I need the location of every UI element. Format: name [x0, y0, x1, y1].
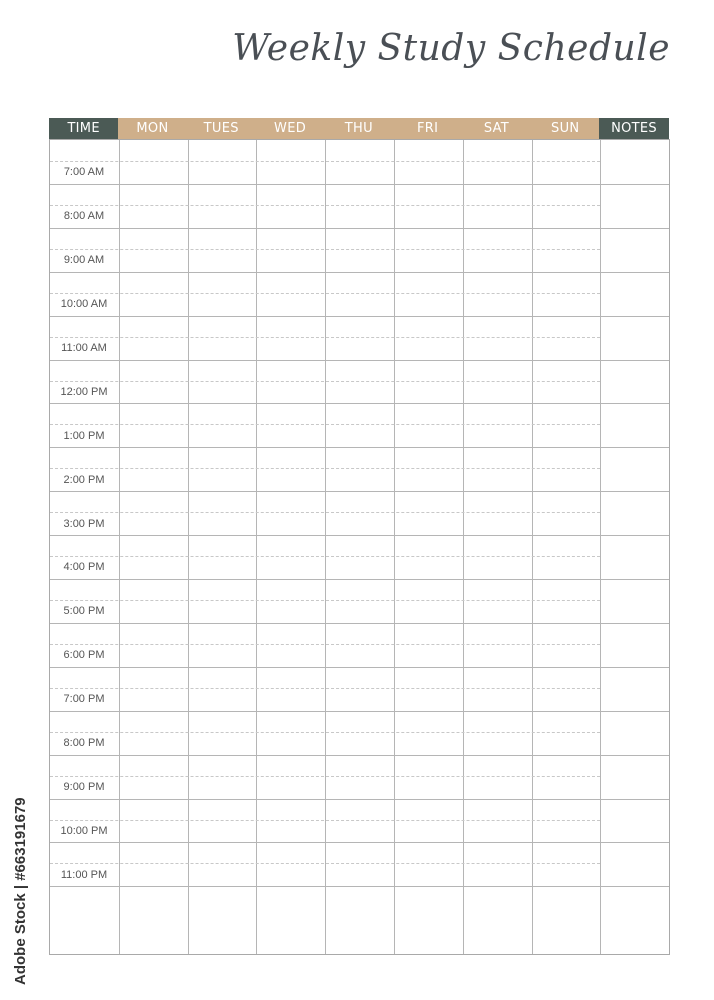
column-header-sun: SUN [531, 118, 600, 139]
half-hour-divider [50, 600, 600, 601]
hour-divider [50, 360, 669, 361]
hour-divider [50, 316, 669, 317]
half-hour-divider [50, 820, 600, 821]
column-header-fri: FRI [393, 118, 462, 139]
hour-divider [50, 228, 669, 229]
time-label: 9:00 PM [63, 780, 105, 793]
column-header-mon: MON [118, 118, 187, 139]
time-label: 10:00 AM [60, 298, 108, 311]
column-divider [532, 140, 533, 954]
half-hour-divider [50, 688, 600, 689]
hour-divider [50, 403, 669, 404]
hour-divider [50, 272, 669, 273]
schedule-grid [49, 139, 670, 955]
hour-divider [50, 535, 669, 536]
time-label: 7:00 PM [63, 693, 105, 706]
hour-divider [50, 447, 669, 448]
half-hour-divider [50, 205, 600, 206]
column-header-sat: SAT [462, 118, 531, 139]
half-hour-divider [50, 512, 600, 513]
half-hour-divider [50, 556, 600, 557]
time-label: 2:00 PM [63, 473, 105, 486]
time-label: 4:00 PM [63, 561, 105, 574]
hour-divider [50, 184, 669, 185]
time-label: 5:00 PM [63, 605, 105, 618]
hour-divider [50, 711, 669, 712]
time-label: 12:00 PM [60, 385, 108, 398]
page-title: Weekly Study Schedule [232, 28, 670, 69]
half-hour-divider [50, 161, 600, 162]
hour-divider [50, 667, 669, 668]
hour-divider [50, 755, 669, 756]
column-divider [463, 140, 464, 954]
column-divider [600, 140, 601, 954]
column-header-tue: TUES [187, 118, 256, 139]
hour-divider [50, 579, 669, 580]
column-header-wed: WED [255, 118, 324, 139]
half-hour-divider [50, 863, 600, 864]
column-header-thu: THU [324, 118, 393, 139]
schedule-table [49, 118, 669, 954]
hour-divider [50, 842, 669, 843]
hour-divider [50, 799, 669, 800]
column-divider [188, 140, 189, 954]
half-hour-divider [50, 249, 600, 250]
time-label: 8:00 PM [63, 737, 105, 750]
column-divider [256, 140, 257, 954]
hour-divider [50, 623, 669, 624]
hour-divider [50, 491, 669, 492]
half-hour-divider [50, 293, 600, 294]
half-hour-divider [50, 381, 600, 382]
stock-watermark-id: Adobe Stock | #663191679 [12, 797, 29, 985]
half-hour-divider [50, 424, 600, 425]
hour-divider [50, 886, 669, 887]
column-divider [119, 140, 120, 954]
time-label: 7:00 AM [63, 166, 105, 179]
time-label: 10:00 PM [60, 824, 108, 837]
half-hour-divider [50, 776, 600, 777]
time-label: 1:00 PM [63, 429, 105, 442]
column-divider [325, 140, 326, 954]
time-label: 11:00 AM [61, 341, 107, 354]
time-label: 8:00 AM [63, 210, 105, 223]
time-label: 9:00 AM [63, 254, 105, 267]
half-hour-divider [50, 732, 600, 733]
time-label: 3:00 PM [63, 517, 105, 530]
column-header-time: TIME [49, 118, 118, 139]
column-divider [394, 140, 395, 954]
time-label: 6:00 PM [63, 649, 105, 662]
time-label: 11:00 PM [60, 868, 108, 881]
half-hour-divider [50, 337, 600, 338]
column-header-notes: NOTES [599, 118, 668, 139]
half-hour-divider [50, 468, 600, 469]
half-hour-divider [50, 644, 600, 645]
